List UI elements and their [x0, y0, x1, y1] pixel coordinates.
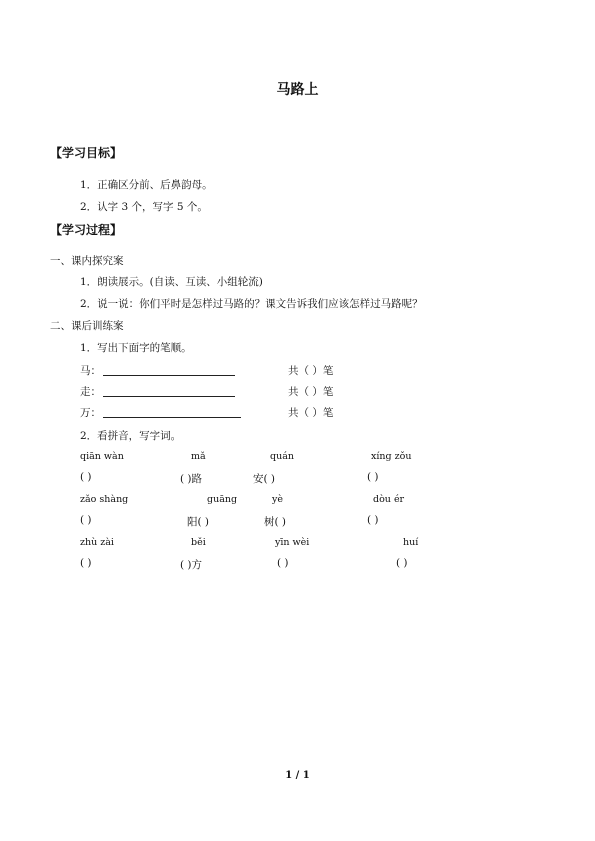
answer-line	[103, 396, 235, 397]
answer-blank: ( )	[80, 471, 92, 483]
pinyin: xíng zǒu	[371, 451, 412, 462]
part2-heading: 二、课后训练案	[50, 320, 124, 332]
answer-blank: 安( )	[253, 473, 276, 485]
pinyin: huí	[403, 537, 419, 548]
part1-heading: 一、课内探究案	[50, 255, 124, 267]
q2-prompt: 2．看拼音，写字词。	[80, 430, 182, 442]
pinyin: yīn wèi	[275, 537, 310, 548]
pinyin: quán	[270, 451, 294, 462]
answer-blank: ( )	[396, 557, 408, 569]
answer-line	[103, 417, 241, 418]
pinyin: guāng	[207, 494, 238, 505]
goal-item-2: 2．认字 3 个，写字 5 个。	[80, 201, 208, 213]
answer-blank: ( )	[80, 557, 92, 569]
answer-blank: ( )	[80, 514, 92, 526]
pinyin: mǎ	[191, 451, 206, 462]
page-title: 马路上	[276, 82, 319, 98]
q1-count-2: 共（ ）笔	[288, 386, 334, 398]
answer-blank: ( )	[367, 471, 379, 483]
pinyin: yè	[272, 494, 283, 505]
goals-heading: 【学习目标】	[50, 146, 123, 160]
answer-line	[103, 375, 235, 376]
q1-char-3: 万：	[80, 407, 101, 419]
q1-count-3: 共（ ）笔	[288, 407, 334, 419]
page-number: 1 / 1	[285, 770, 310, 781]
q1-char-2: 走：	[80, 386, 101, 398]
answer-blank: 树( )	[264, 516, 287, 528]
pinyin: dòu ér	[373, 494, 405, 505]
answer-blank: 阳( )	[187, 516, 210, 528]
pinyin: zǎo shàng	[80, 494, 129, 505]
goal-item-1: 1．正确区分前、后鼻韵母。	[80, 179, 213, 191]
pinyin: zhù zài	[80, 537, 114, 548]
q1-count-1: 共（ ）笔	[288, 365, 334, 377]
q1-char-1: 马：	[80, 365, 101, 377]
answer-blank: ( )路	[180, 473, 203, 485]
q1-prompt: 1．写出下面字的笔顺。	[80, 342, 192, 354]
answer-blank: ( )	[367, 514, 379, 526]
answer-blank: ( )方	[180, 559, 203, 571]
pinyin: běi	[191, 537, 206, 548]
part1-item-2: 2．说一说：你们平时是怎样过马路的？课文告诉我们应该怎样过马路呢？	[80, 298, 423, 310]
pinyin: qiān wàn	[80, 451, 124, 462]
process-heading: 【学习过程】	[50, 223, 123, 237]
answer-blank: ( )	[277, 557, 289, 569]
part1-item-1: 1．朗读展示。(自读、互读、小组轮流)	[80, 276, 263, 288]
